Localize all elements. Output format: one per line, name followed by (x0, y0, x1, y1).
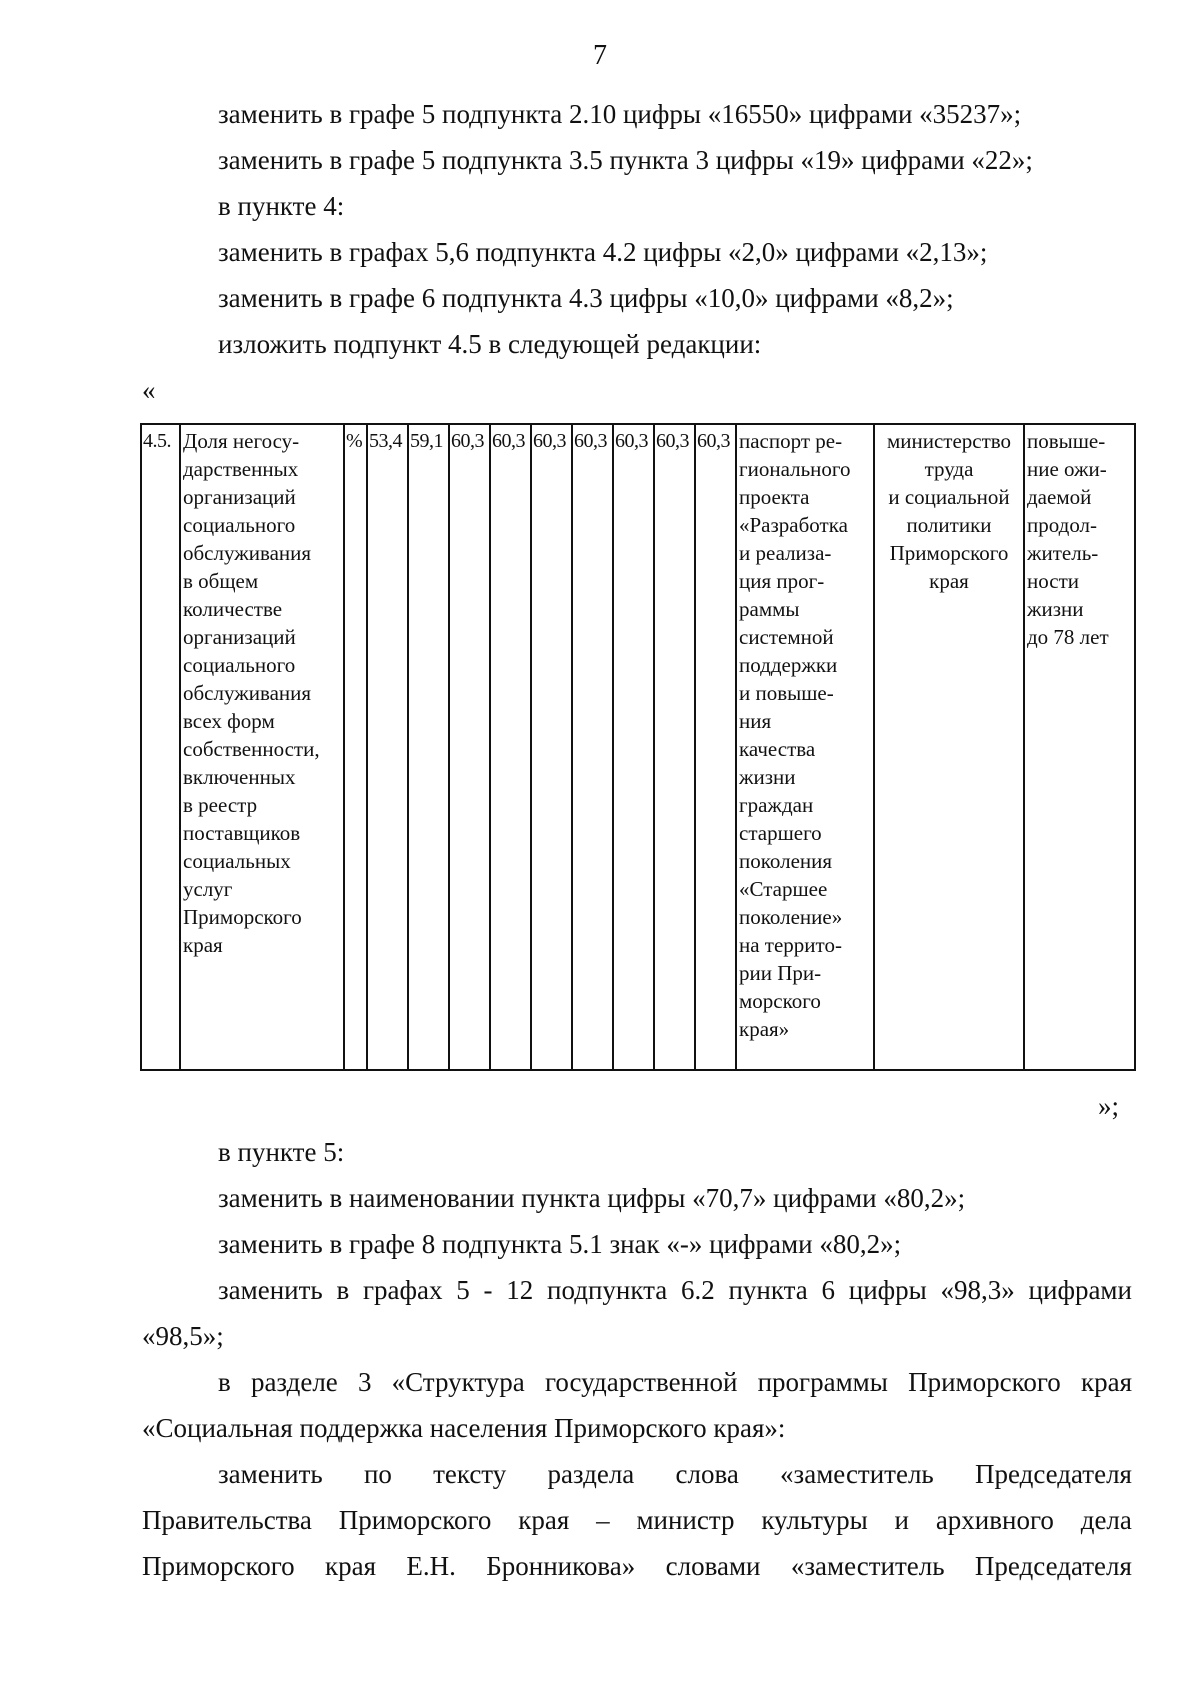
word: 12 (506, 1275, 534, 1305)
word: тексту (433, 1459, 507, 1489)
replace-line-3 (142, 1550, 1132, 1582)
word: цифрами (1028, 1275, 1132, 1305)
responsible-text-line: Приморского (889, 541, 1009, 565)
word: Е.Н. (406, 1551, 456, 1581)
source-text-line: ния (739, 709, 772, 733)
replace-line-1 (218, 1458, 1132, 1490)
goal-cell (1024, 424, 1135, 1070)
indicator-text-line: в общем (183, 569, 259, 593)
goal-text-line: повыше- (1027, 429, 1106, 453)
indicator-name-cell (180, 424, 344, 1070)
responsible-cell (874, 424, 1024, 1070)
section-3-line-1 (218, 1366, 1132, 1398)
amendment-line-2: заменить в графе 5 подпункта 3.5 пункта 3 цифры «19» цифрами «22»; (218, 145, 1033, 175)
indicator-text-line: дарственных (183, 457, 299, 481)
open-quote: « (142, 375, 156, 405)
word: и (894, 1505, 909, 1535)
value-cell: 59,1 (408, 424, 449, 1070)
point-5-heading: в пункте 5: (218, 1137, 345, 1167)
word: подпункта (547, 1275, 668, 1305)
word: разделе (250, 1367, 338, 1397)
indicator-text-line: собственности, (183, 737, 320, 761)
word: края (325, 1551, 377, 1581)
source-text-line: паспорт ре- (739, 429, 843, 453)
page-number: 7 (593, 40, 607, 71)
source-text-line: старшего (739, 821, 822, 845)
word: 6 (821, 1275, 835, 1305)
word: «заместитель (790, 1551, 945, 1581)
word: Приморского (142, 1551, 295, 1581)
value-cell: 60,3 (654, 424, 695, 1070)
point-6-line-1 (218, 1274, 1132, 1306)
indicator-text-line: включенных (183, 765, 296, 789)
source-text-line: «Разработка (739, 513, 848, 537)
point-6-line-2: «98,5»; (142, 1321, 224, 1351)
responsible-text-line: министерство (886, 429, 1012, 453)
word: – (596, 1505, 610, 1535)
word: пункта (728, 1275, 808, 1305)
value-cell: 60,3 (572, 424, 613, 1070)
indicator-text-line: социального (183, 653, 296, 677)
word: министр (636, 1505, 735, 1535)
source-text-line: поколение» (739, 905, 843, 929)
goal-text-line: ние ожи- (1027, 457, 1107, 481)
source-text-line: гионального (739, 457, 851, 481)
row-number-cell: 4.5. (141, 424, 180, 1070)
amendment-line-6: изложить подпункт 4.5 в следующей редакции: (218, 329, 762, 359)
indicator-text-line: услуг (183, 877, 233, 901)
word: 3 (357, 1367, 372, 1397)
value-cell: 60,3 (449, 424, 490, 1070)
word: Приморского (338, 1505, 492, 1535)
word: Председателя (974, 1551, 1132, 1581)
replace-line-2 (142, 1504, 1132, 1536)
word: словами (665, 1551, 761, 1581)
word: заменить (218, 1275, 323, 1305)
amendment-line-1: заменить в графе 5 подпункта 2.10 цифры «16550» цифрами «35237»; (218, 99, 1022, 129)
word: архивного (935, 1505, 1054, 1535)
indicator-text-line: организаций (183, 485, 296, 509)
indicator-text-line: социальных (183, 849, 291, 873)
word: Приморского (908, 1367, 1061, 1397)
word: раздела (547, 1459, 635, 1489)
word: Бронникова» (486, 1551, 636, 1581)
word: государственной (544, 1367, 738, 1397)
responsible-text-line: труда (924, 457, 974, 481)
source-cell (736, 424, 874, 1070)
word: в (336, 1275, 350, 1305)
goal-text-line: даемой (1027, 485, 1092, 509)
indicator-text-line: количестве (183, 597, 283, 621)
source-text-line: качества (739, 737, 816, 761)
source-text-line: поддержки (739, 653, 838, 677)
indicator-text-line: обслуживания (183, 681, 312, 705)
source-text-line: и реализа- (739, 541, 832, 565)
word: дела (1080, 1505, 1132, 1535)
source-text-line: «Старшее (739, 877, 828, 901)
close-quote: »; (1098, 1091, 1120, 1121)
responsible-text-line: края (929, 569, 969, 593)
point-5-line-1: заменить в наименовании пункта цифры «70,7» цифрами «80,2»; (218, 1183, 966, 1213)
indicator-text-line: всех форм (183, 709, 275, 733)
word: Председателя (974, 1459, 1132, 1489)
indicator-text-line: в реестр (183, 793, 258, 817)
amendment-line-3: в пункте 4: (218, 191, 345, 221)
value-cell: 60,3 (613, 424, 654, 1070)
word: в (218, 1367, 231, 1397)
source-text-line: морского (739, 989, 821, 1013)
unit-cell: % (344, 424, 367, 1070)
responsible-text-line: и социальной (888, 485, 1010, 509)
word: края (1080, 1367, 1132, 1397)
word: по (363, 1459, 392, 1489)
word: - (483, 1275, 493, 1305)
goal-text-line: житель- (1027, 541, 1099, 565)
word: «98,3» (940, 1275, 1015, 1305)
amendment-line-4: заменить в графах 5,6 подпункта 4.2 цифры «2,0» цифрами «2,13»; (218, 237, 988, 267)
section-3-line-2: «Социальная поддержка населения Приморского края»: (142, 1413, 786, 1443)
word: культуры (761, 1505, 868, 1535)
table-row (141, 424, 1135, 1070)
source-text-line: и повыше- (739, 681, 834, 705)
indicator-text-line: Приморского (183, 905, 302, 929)
goal-text-line: продол- (1027, 513, 1098, 537)
word: 5 (456, 1275, 470, 1305)
word: «заместитель (780, 1459, 934, 1489)
indicator-text-line: обслуживания (183, 541, 312, 565)
goal-text-line: жизни (1027, 597, 1084, 621)
source-text-line: на террито- (739, 933, 842, 957)
source-text-line: жизни (739, 765, 796, 789)
indicator-text-line: Доля негосу- (183, 429, 300, 453)
source-text-line: проекта (739, 485, 810, 509)
word: края (518, 1505, 570, 1535)
responsible-text-line: политики (906, 513, 992, 537)
word: программы (757, 1367, 888, 1397)
indicator-text-line: организаций (183, 625, 296, 649)
source-text-line: ция прог- (739, 569, 825, 593)
point-5-line-2: заменить в графе 8 подпункта 5.1 знак «-» цифрами «80,2»; (218, 1229, 902, 1259)
source-text-line: края» (739, 1017, 790, 1041)
value-cell: 53,4 (367, 424, 408, 1070)
word: Правительства (142, 1505, 312, 1535)
source-text-line: рии При- (739, 961, 822, 985)
amendment-line-5: заменить в графе 6 подпункта 4.3 цифры «10,0» цифрами «8,2»; (218, 283, 954, 313)
source-text-line: раммы (739, 597, 800, 621)
value-cell: 60,3 (490, 424, 531, 1070)
word: цифры (848, 1275, 927, 1305)
word: слова (675, 1459, 739, 1489)
indicator-text-line: края (183, 933, 223, 957)
indicator-text-line: поставщиков (183, 821, 301, 845)
indicator-text-line: социального (183, 513, 296, 537)
word: заменить (218, 1459, 323, 1489)
goal-text-line: ности (1027, 569, 1079, 593)
indicator-table (140, 423, 1136, 1071)
value-cell: 60,3 (531, 424, 572, 1070)
source-text-line: поколения (739, 849, 833, 873)
word: 6.2 (680, 1275, 715, 1305)
word: графах (362, 1275, 443, 1305)
value-cell: 60,3 (695, 424, 736, 1070)
word: «Структура (391, 1367, 525, 1397)
source-text-line: граждан (739, 793, 814, 817)
goal-text-line: до 78 лет (1027, 625, 1109, 649)
source-text-line: системной (739, 625, 834, 649)
